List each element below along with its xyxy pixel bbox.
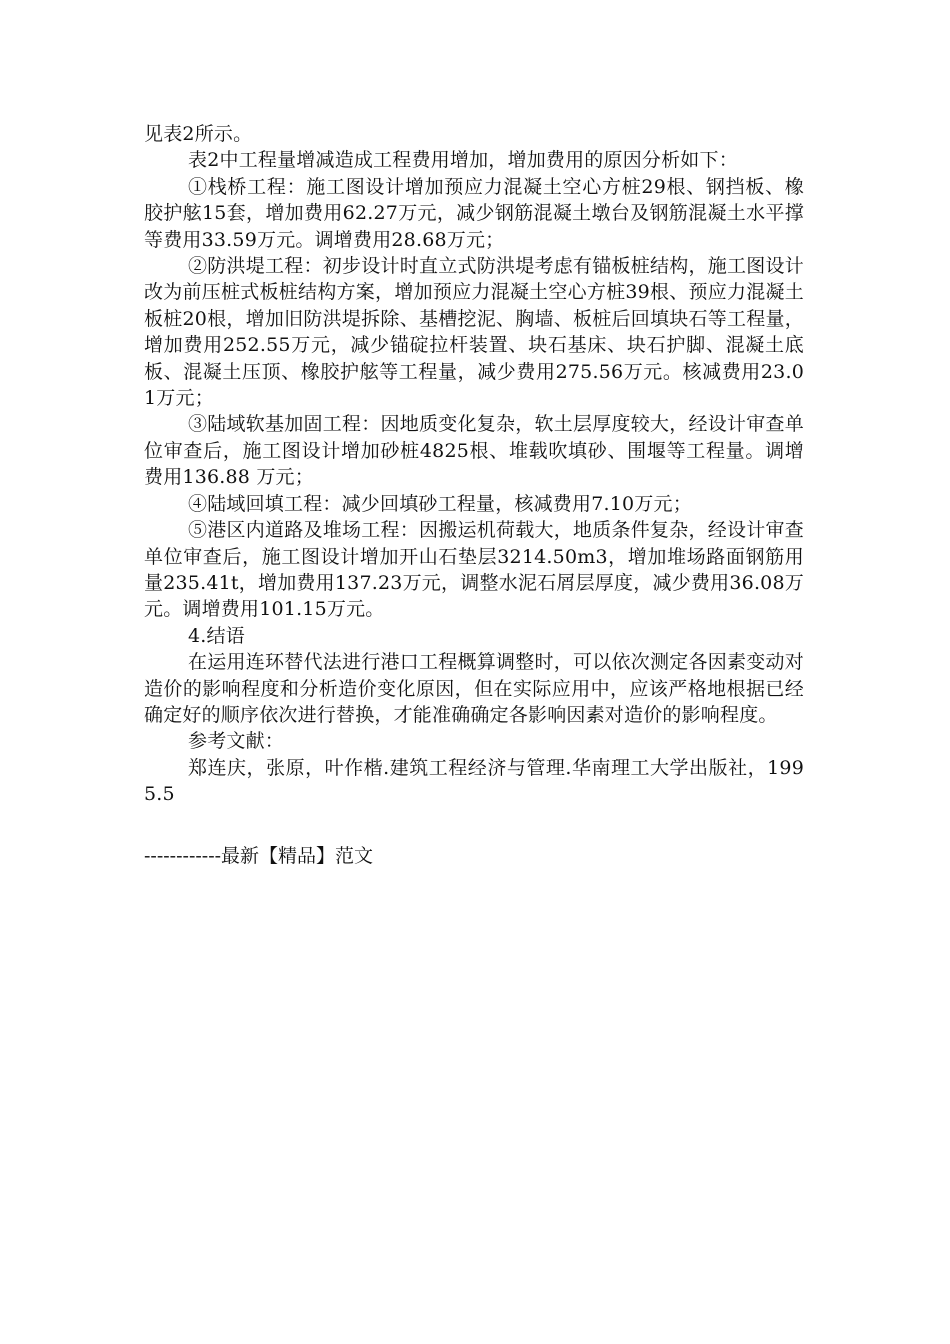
document-body [144,121,804,808]
paragraph-flood-levee-works: ②防洪堤工程：初步设计时直立式防洪堤考虑有锚板桩结构，施工图设计改为前压桩式板桩结构方案，增加预应力混凝土空心方桩39根、预应力混凝土板桩20根，增加旧防洪堤拆除、基槽挖泥、胸墙、板桩后回填块石等工程量，增加费用252.55万元，减少锚碇拉杆装置、块石基床、块石护脚、混凝土底板、混凝土压顶、橡胶护舷等工程量，减少费用275.56万元。核减费用23.01万元； [144,255,804,410]
paragraph-soft-foundation-works: ③陆域软基加固工程：因地质变化复杂，软土层厚度较大，经设计审查单位审查后，施工图设计增加砂桩4825根、堆载吹填砂、围堰等工程量。调增费用136.88 万元； [144,413,804,489]
paragraph-table-reference: 见表2所示。 [144,123,253,145]
reference-entry: 郑连庆，张原，叶作楷.建筑工程经济与管理.华南理工大学出版社，1995.5 [144,756,804,806]
section-heading-conclusion: 4.结语 [188,624,245,647]
references-heading: 参考文献： [188,730,285,753]
paragraph-land-backfill-works: ④陆域回填工程：减少回填砂工程量，核减费用7.10万元； [188,492,692,515]
paragraph-road-yard-works: ⑤港区内道路及堆场工程：因搬运机荷载大，地质条件复杂，经设计审查单位审查后，施工图设计增加开山石垫层3214.50m3，增加堆场路面钢筋用量235.41t，增加费用137.23万元，调整水泥石屑层厚度，减少费用36.08万元。调增费用101.15万元。 [144,519,804,621]
footer-banner: ------------最新【精品】范文 [144,845,374,867]
paragraph-cost-analysis-intro: 表2中工程量增减造成工程费用增加，增加费用的原因分析如下： [188,149,738,172]
paragraph-conclusion: 在运用连环替代法进行港口工程概算调整时，可以依次测定各因素变动对造价的影响程度和分析造价变化原因，但在实际应用中，应该严格地根据已经确定好的顺序依次进行替换，才能准确确定各影响因素对造价的影响程度。 [144,651,804,726]
paragraph-trestle-works: ①栈桥工程：施工图设计增加预应力混凝土空心方桩29根、钢挡板、橡胶护舷15套，增加费用62.27万元，减少钢筋混凝土墩台及钢筋混凝土水平撑等费用33.59万元。调增费用28.68万元； [144,175,804,251]
